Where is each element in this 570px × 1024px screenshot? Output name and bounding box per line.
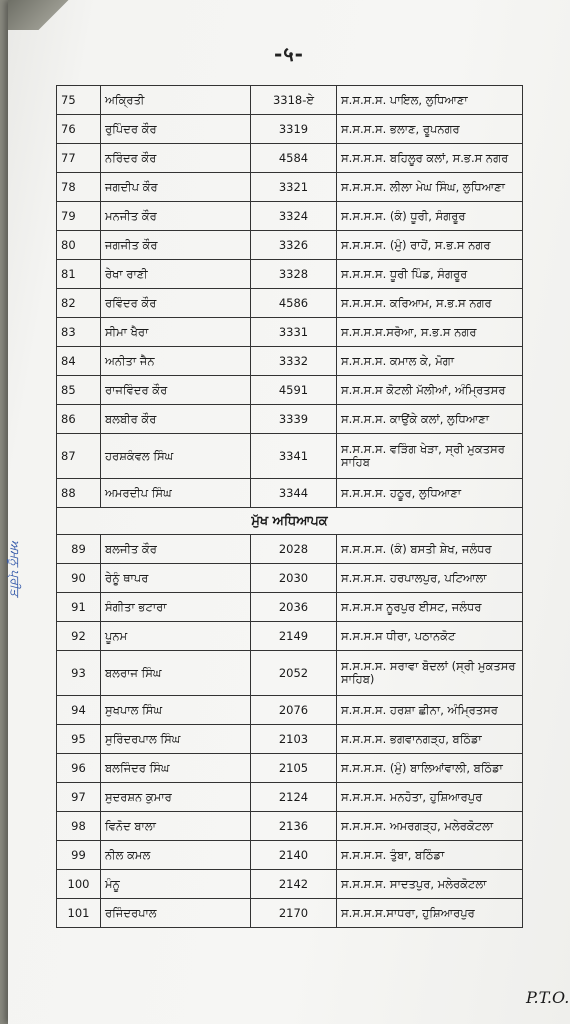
school-cell: ਸ.ਸ.ਸ.ਸ. ਸਰਾਵਾ ਬੋਦਲਾਂ (ਸ੍ਰੀ ਮੁਕਤਸਰ ਸਾਹਿਬ)	[337, 651, 523, 696]
table-row	[57, 841, 523, 870]
serial-number-cell: 87	[57, 434, 101, 479]
school-cell: ਸ.ਸ.ਸ.ਸ. (ਕੰ) ਧੂਰੀ, ਸੰਗਰੂਰ	[337, 202, 523, 231]
name-cell: ਸੁਦਰਸ਼ਨ ਕੁਮਾਰ	[101, 783, 251, 812]
name-cell: ਅਨੀਤਾ ਜੈਨ	[101, 347, 251, 376]
name-cell: ਸੀਮਾ ਖੈਰਾ	[101, 318, 251, 347]
serial-number-cell: 82	[57, 289, 101, 318]
name-cell: ਪੂਨਮ	[101, 622, 251, 651]
table-row	[57, 173, 523, 202]
school-cell: ਸ.ਸ.ਸ.ਸ. ਅਮਰਗੜ੍ਹ, ਮਲੇਰਕੋਟਲਾ	[337, 812, 523, 841]
code-cell: 3339	[251, 405, 337, 434]
table-row	[57, 899, 523, 928]
code-cell: 2140	[251, 841, 337, 870]
table-row	[57, 202, 523, 231]
school-cell: ਸ.ਸ.ਸ.ਸ ਕੋਟਲੀ ਮੱਲੀਆਂ, ਅੰਮ੍ਰਿਤਸਰ	[337, 376, 523, 405]
name-cell: ਮਨਜੀਤ ਕੌਰ	[101, 202, 251, 231]
school-cell: ਸ.ਸ.ਸ.ਸ ਧੀਰਾ, ਪਠਾਨਕੋਟ	[337, 622, 523, 651]
page-number: -५-	[273, 42, 304, 66]
serial-number-cell: 86	[57, 405, 101, 434]
school-cell: ਸ.ਸ.ਸ.ਸ. ਹਰਸ਼ਾ ਛੀਨਾ, ਅੰਮ੍ਰਿਤਸਰ	[337, 696, 523, 725]
transfer-list-table	[56, 85, 523, 928]
table-row	[57, 725, 523, 754]
serial-number-cell: 80	[57, 231, 101, 260]
school-cell: ਸ.ਸ.ਸ.ਸ. ਕਮਾਲ ਕੇ, ਮੋਗਾ	[337, 347, 523, 376]
name-cell: ਰਾਜਵਿੰਦਰ ਕੌਰ	[101, 376, 251, 405]
serial-number-cell: 77	[57, 144, 101, 173]
name-cell: ਅਕ੍ਰਿਤੀ	[101, 86, 251, 115]
serial-number-cell: 90	[57, 564, 101, 593]
name-cell: ਜਗਜੀਤ ਕੌਰ	[101, 231, 251, 260]
code-cell: 2052	[251, 651, 337, 696]
school-cell: ਸ.ਸ.ਸ.ਸ. ਪਾਇਲ, ਲੁਧਿਆਣਾ	[337, 86, 523, 115]
serial-number-cell: 98	[57, 812, 101, 841]
school-cell: ਸ.ਸ.ਸ.ਸ. (ਮੁੰ) ਰਾਹੋਂ, ਸ.ਭ.ਸ ਨਗਰ	[337, 231, 523, 260]
table-row	[57, 535, 523, 564]
table-row	[57, 318, 523, 347]
name-cell: ਮੰਨੂ	[101, 870, 251, 899]
code-cell: 3328	[251, 260, 337, 289]
code-cell: 3326	[251, 231, 337, 260]
school-cell: ਸ.ਸ.ਸ.ਸ. ਸਾਦਤਪੁਰ, ਮਲੇਰਕੋਟਲਾ	[337, 870, 523, 899]
school-cell: ਸ.ਸ.ਸ.ਸ. ਕਾਉਂਕੇ ਕਲਾਂ, ਲੁਧਿਆਣਾ	[337, 405, 523, 434]
table-row	[57, 754, 523, 783]
serial-number-cell: 76	[57, 115, 101, 144]
serial-number-cell: 93	[57, 651, 101, 696]
serial-number-cell: 75	[57, 86, 101, 115]
code-cell: 2103	[251, 725, 337, 754]
code-cell: 3332	[251, 347, 337, 376]
code-cell: 2149	[251, 622, 337, 651]
name-cell: ਸੰਗੀਤਾ ਭਟਾਰਾ	[101, 593, 251, 622]
name-cell: ਰਜਿੰਦਰਪਾਲ	[101, 899, 251, 928]
table-row	[57, 289, 523, 318]
serial-number-cell: 92	[57, 622, 101, 651]
name-cell: ਰੁਪਿੰਦਰ ਕੌਰ	[101, 115, 251, 144]
code-cell: 3331	[251, 318, 337, 347]
name-cell: ਅਮਰਦੀਪ ਸਿੰਘ	[101, 479, 251, 508]
serial-number-cell: 79	[57, 202, 101, 231]
name-cell: ਬਲਜੀਤ ਕੌਰ	[101, 535, 251, 564]
code-cell: 2028	[251, 535, 337, 564]
code-cell: 4584	[251, 144, 337, 173]
name-cell: ਜਗਦੀਪ ਕੌਰ	[101, 173, 251, 202]
school-cell: ਸ.ਸ.ਸ.ਸ. ਵੜਿੰਗ ਖੇੜਾ, ਸ੍ਰੀ ਮੁਕਤਸਰ ਸਾਹਿਬ	[337, 434, 523, 479]
school-cell: ਸ.ਸ.ਸ.ਸ. ਹਠੂਰ, ਲੁਧਿਆਣਾ	[337, 479, 523, 508]
code-cell: 2124	[251, 783, 337, 812]
table-body-head-teachers	[57, 535, 523, 928]
name-cell: ਬਲਬੀਰ ਕੌਰ	[101, 405, 251, 434]
code-cell: 3321	[251, 173, 337, 202]
handwritten-margin-note: ਅਮਨੂ ਪ੍ਰੀਤ	[8, 540, 22, 597]
code-cell: 2136	[251, 812, 337, 841]
table-row	[57, 405, 523, 434]
table-row	[57, 622, 523, 651]
code-cell: 3344	[251, 479, 337, 508]
table-row	[57, 651, 523, 696]
serial-number-cell: 91	[57, 593, 101, 622]
serial-number-cell: 88	[57, 479, 101, 508]
name-cell: ਰਵਿੰਦਰ ਕੌਰ	[101, 289, 251, 318]
table-row	[57, 86, 523, 115]
school-cell: ਸ.ਸ.ਸ.ਸ.ਸਰੋਆ, ਸ.ਭ.ਸ ਨਗਰ	[337, 318, 523, 347]
name-cell: ਸੁਖਪਾਲ ਸਿੰਘ	[101, 696, 251, 725]
serial-number-cell: 94	[57, 696, 101, 725]
school-cell: ਸ.ਸ.ਸ.ਸ. ਧੂਰੀ ਪਿੰਡ, ਸੰਗਰੂਰ	[337, 260, 523, 289]
serial-number-cell: 96	[57, 754, 101, 783]
serial-number-cell: 81	[57, 260, 101, 289]
name-cell: ਬਲਰਾਜ ਸਿੰਘ	[101, 651, 251, 696]
serial-number-cell: 100	[57, 870, 101, 899]
section-heading-row	[57, 508, 523, 535]
school-cell: ਸ.ਸ.ਸ.ਸ. ਭਲਾਣ, ਰੂਪਨਗਰ	[337, 115, 523, 144]
table-row	[57, 376, 523, 405]
pto-note: P.T.O.	[526, 988, 570, 1007]
name-cell: ਰੇਨੂੰ ਥਾਪਰ	[101, 564, 251, 593]
table-row	[57, 347, 523, 376]
serial-number-cell: 78	[57, 173, 101, 202]
table-row	[57, 144, 523, 173]
school-cell: ਸ.ਸ.ਸ.ਸ ਨੂਰਪੁਰ ਈਸਟ, ਜਲੰਧਰ	[337, 593, 523, 622]
name-cell: ਰੇਖਾ ਰਾਣੀ	[101, 260, 251, 289]
name-cell: ਸੁਰਿੰਦਰਪਾਲ ਸਿੰਘ	[101, 725, 251, 754]
code-cell: 4586	[251, 289, 337, 318]
serial-number-cell: 99	[57, 841, 101, 870]
name-cell: ਨਰਿੰਦਰ ਕੌਰ	[101, 144, 251, 173]
serial-number-cell: 84	[57, 347, 101, 376]
table-row	[57, 783, 523, 812]
table-row	[57, 564, 523, 593]
code-cell: 4591	[251, 376, 337, 405]
table-row	[57, 479, 523, 508]
code-cell: 3319	[251, 115, 337, 144]
school-cell: ਸ.ਸ.ਸ.ਸ. ਭਗਵਾਨਗੜ੍ਹ, ਬਠਿੰਡਾ	[337, 725, 523, 754]
table-body-lecturers	[57, 86, 523, 508]
code-cell: 2030	[251, 564, 337, 593]
school-cell: ਸ.ਸ.ਸ.ਸ. ਤੁੰਬਾ, ਬਠਿੰਡਾ	[337, 841, 523, 870]
name-cell: ਬਲਜਿੰਦਰ ਸਿੰਘ	[101, 754, 251, 783]
school-cell: ਸ.ਸ.ਸ.ਸ.ਸਾਧਰਾ, ਹੁਸ਼ਿਆਰਪੁਰ	[337, 899, 523, 928]
name-cell: ਹਰਸ਼ਕੰਵਲ ਸਿੰਘ	[101, 434, 251, 479]
code-cell: 2170	[251, 899, 337, 928]
serial-number-cell: 85	[57, 376, 101, 405]
serial-number-cell: 97	[57, 783, 101, 812]
code-cell: 3341	[251, 434, 337, 479]
document-page	[8, 0, 570, 1024]
serial-number-cell: 101	[57, 899, 101, 928]
school-cell: ਸ.ਸ.ਸ.ਸ. ਮਨਹੋਤਾ, ਹੁਸ਼ਿਆਰਪੁਰ	[337, 783, 523, 812]
table-row	[57, 434, 523, 479]
school-cell: ਸ.ਸ.ਸ.ਸ. (ਕੰ) ਬਸਤੀ ਸ਼ੇਖ, ਜਲੰਧਰ	[337, 535, 523, 564]
serial-number-cell: 89	[57, 535, 101, 564]
table-row	[57, 870, 523, 899]
school-cell: ਸ.ਸ.ਸ.ਸ. ਬਹਿਲੂਰ ਕਲਾਂ, ਸ.ਭ.ਸ ਨਗਰ	[337, 144, 523, 173]
table-row	[57, 696, 523, 725]
school-cell: ਸ.ਸ.ਸ.ਸ. ਲੀਲਾ ਮੇਘ ਸਿੰਘ, ਲੁਧਿਆਣਾ	[337, 173, 523, 202]
name-cell: ਨੀਲ ਕਮਲ	[101, 841, 251, 870]
school-cell: ਸ.ਸ.ਸ.ਸ. (ਮੁੰ) ਬਾਲਿਆਂਵਾਲੀ, ਬਠਿੰਡਾ	[337, 754, 523, 783]
table-row	[57, 231, 523, 260]
serial-number-cell: 83	[57, 318, 101, 347]
code-cell: 2105	[251, 754, 337, 783]
code-cell: 2036	[251, 593, 337, 622]
serial-number-cell: 95	[57, 725, 101, 754]
page-corner-shadow	[8, 0, 78, 30]
table-row	[57, 115, 523, 144]
code-cell: 3324	[251, 202, 337, 231]
code-cell: 2142	[251, 870, 337, 899]
code-cell: 2076	[251, 696, 337, 725]
table-row	[57, 812, 523, 841]
school-cell: ਸ.ਸ.ਸ.ਸ. ਕਰਿਆਮ, ਸ.ਭ.ਸ ਨਗਰ	[337, 289, 523, 318]
table-section-heading	[57, 508, 523, 535]
name-cell: ਵਿਨੋਦ ਬਾਲਾ	[101, 812, 251, 841]
code-cell: 3318-ਏ	[251, 86, 337, 115]
school-cell: ਸ.ਸ.ਸ.ਸ. ਹਰਪਾਲਪੁਰ, ਪਟਿਆਲਾ	[337, 564, 523, 593]
table-row	[57, 593, 523, 622]
section-heading: ਮੁੱਖ ਅਧਿਆਪਕ	[57, 508, 523, 535]
table-row	[57, 260, 523, 289]
